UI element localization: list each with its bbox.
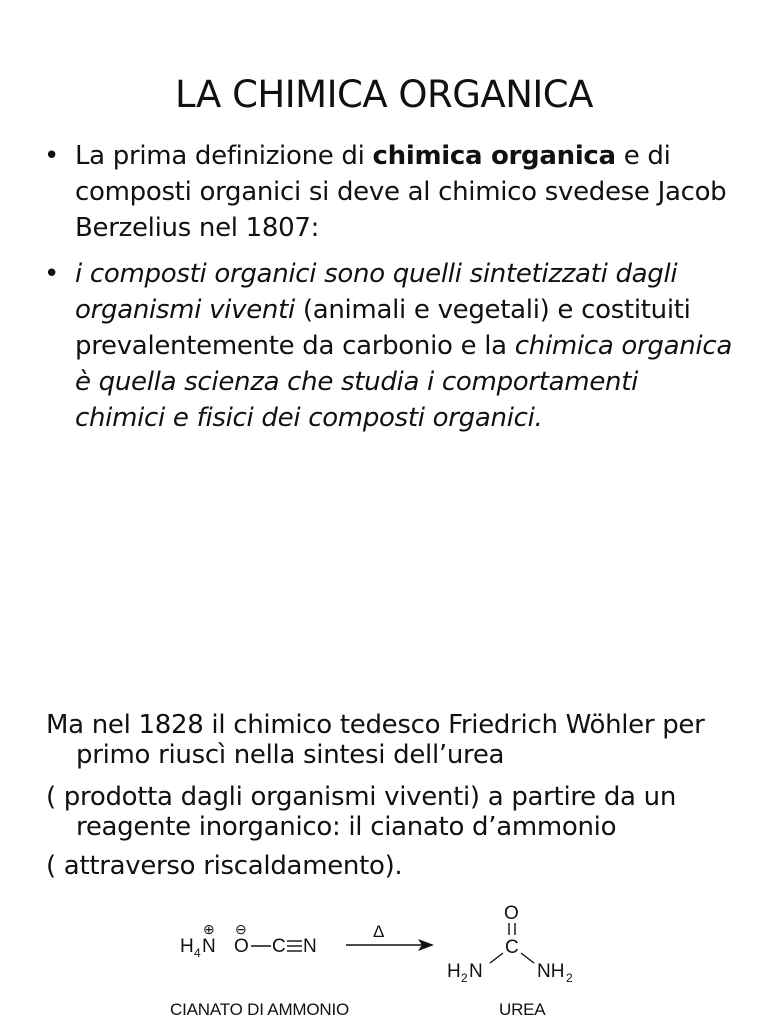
urea-molecule (447, 903, 573, 985)
urea-c: C (505, 937, 519, 958)
bullet-text-italic: i composti organici sono quelli sintetizzati dagli organismi viventi (75, 259, 678, 325)
bullet-text: (animali e vegetali) e costituiti prevalentemente da carbonio e la (75, 295, 691, 361)
ammonium-n: N (202, 936, 216, 957)
urea-h-left: H (447, 961, 461, 982)
urea-nh-right: NH (537, 961, 565, 982)
cyanate-o: O (234, 936, 249, 957)
bullet-marker: • (44, 259, 60, 289)
triple-bond (287, 941, 302, 951)
paragraph-reagent: ( prodotta dagli organismi viventi) a partire da un reagente inorganico: il cianato d’ammonio (46, 782, 677, 842)
ammonium-ion (180, 921, 216, 960)
slide-title: LA CHIMICA ORGANICA (175, 72, 593, 116)
bullet-item-meaning (44, 256, 734, 436)
urea-o: O (504, 903, 519, 924)
ammonium-h: H (180, 936, 194, 957)
bullet-text: e di composti organici si deve al chimico svedese Jacob Berzelius nel 1807: (75, 141, 727, 243)
reaction-scheme (160, 895, 600, 990)
urea-sub-right: 2 (566, 971, 573, 985)
bullet-item-definition (44, 138, 734, 246)
positive-charge-icon: ⊕ (203, 921, 215, 937)
negative-charge-icon: ⊖ (235, 921, 247, 937)
ammonium-sub: 4 (194, 946, 201, 960)
bullet-text-italic: chimica organica è quella scienza che studia i comportamenti chimici e fisici dei composti organici. (75, 331, 732, 433)
bullet-list (44, 138, 734, 446)
bullet-marker: • (44, 141, 60, 171)
urea-n-left: N (469, 961, 483, 982)
caption-urea: UREA (499, 1000, 546, 1019)
heat-symbol: Δ (373, 922, 385, 941)
bullet-text: La prima definizione di (75, 141, 373, 171)
paragraph-heating: ( attraverso riscaldamento). (46, 851, 403, 881)
paragraph-wohler: Ma nel 1828 il chimico tedesco Friedrich Wöhler per primo riuscì nella sintesi dell’urea (46, 710, 705, 770)
cyanate-n: N (303, 936, 317, 957)
cyanate-c: C (272, 936, 286, 957)
reaction-arrow (346, 922, 434, 951)
cyanate-ion (234, 921, 317, 957)
single-bond (490, 953, 503, 963)
urea-sub-left: 2 (461, 971, 468, 985)
caption-ammonium-cyanate: CIANATO DI AMMONIO (170, 1000, 350, 1019)
bullet-text-bold: chimica organica (372, 141, 616, 171)
single-bond (521, 953, 534, 963)
